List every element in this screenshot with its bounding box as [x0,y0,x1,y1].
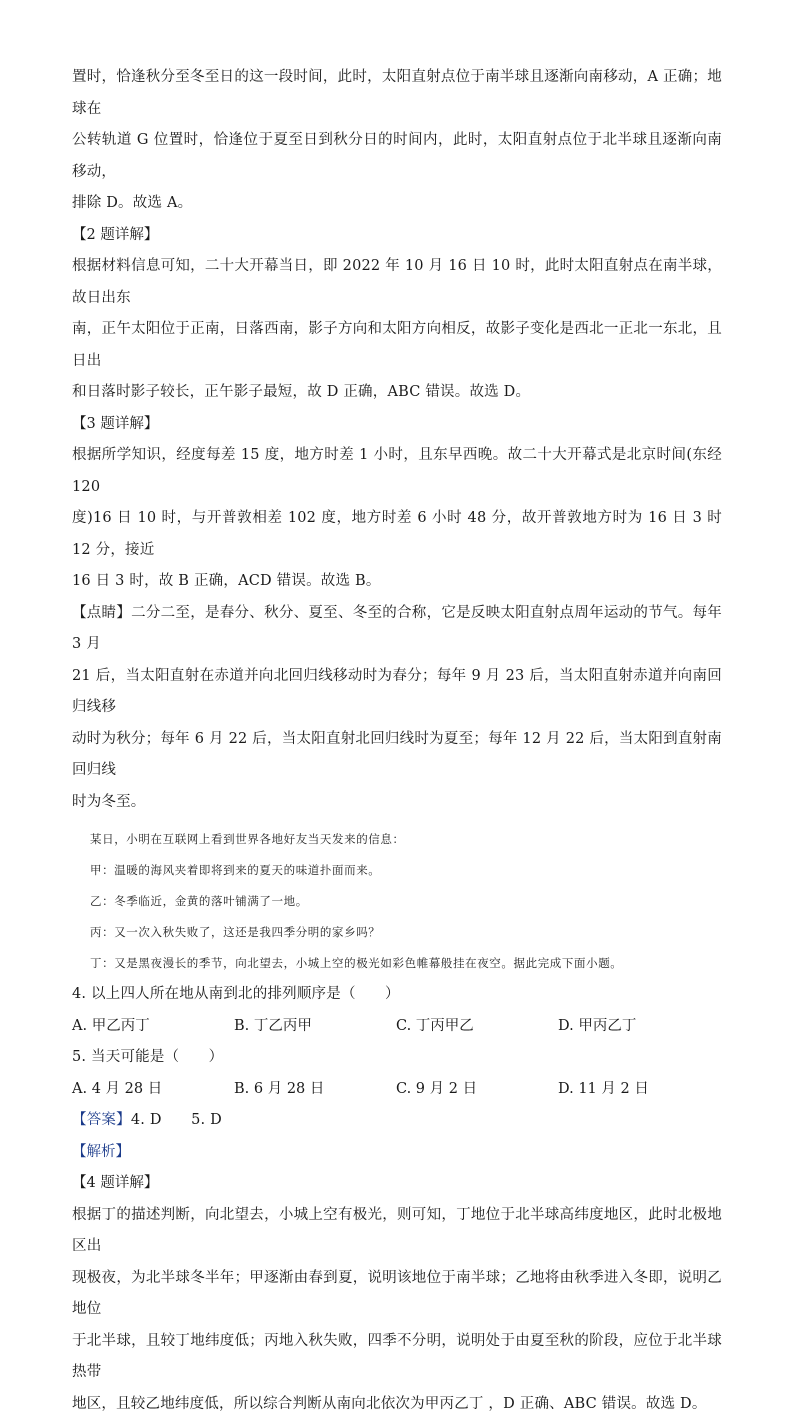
material-block [72,824,722,979]
text-line: 地区，且较乙地纬度低，所以综合判断从南向北依次为甲丙乙丁 ，D 正确、ABC 错误。故选 D。 [72,1389,722,1420]
text-line: 根据材料信息可知，二十大开幕当日，即 2022 年 10 月 16 日 10 时，此时太阳直射点在南半球，故日出东 [72,251,722,314]
option-c: C. 丁丙甲乙 [396,1011,558,1043]
section-heading-q2: 【2 题详解】 [72,220,722,252]
option-b: B. 6 月 28 日 [234,1074,396,1106]
answer-text: 4. D 5. D [131,1112,222,1128]
document-page [72,62,722,1420]
analysis-heading: 【解析】 [72,1137,722,1169]
text-line: 南，正午太阳位于正南，日落西南，影子方向和太阳方向相反，故影子变化是西北一正北一东北，且日出 [72,314,722,377]
option-a: A. 甲乙丙丁 [72,1011,234,1043]
question-5-options [72,1074,722,1106]
option-b: B. 丁乙丙甲 [234,1011,396,1043]
option-d: D. 甲丙乙丁 [558,1011,720,1043]
text-line: 和日落时影子较长，正午影子最短，故 D 正确，ABC 错误。故选 D。 [72,377,722,409]
text-line: 于北半球，且较丁地纬度低；丙地入秋失败，四季不分明，说明处于由夏至秋的阶段，应位于北半球热带 [72,1326,722,1389]
text-line: 16 日 3 时，故 B 正确，ACD 错误。故选 B。 [72,566,722,598]
question-5: 5. 当天可能是（ ） [72,1042,722,1074]
question-4-options [72,1011,722,1043]
text-line: 公转轨道 G 位置时，恰逢位于夏至日到秋分日的时间内，此时，太阳直射点位于北半球且逐渐向南移动， [72,125,722,188]
material-line: 丙：又一次入秋失败了，这还是我四季分明的家乡吗？ [90,917,722,948]
question-4: 4. 以上四人所在地从南到北的排列顺序是（ ） [72,979,722,1011]
text-line: 度)16 日 10 时，与开普敦相差 102 度，地方时差 6 小时 48 分，故开普敦地方时为 16 日 3 时 12 分，接近 [72,503,722,566]
answer-label: 【答案】 [72,1112,131,1128]
option-a: A. 4 月 28 日 [72,1074,234,1106]
section-heading-q3: 【3 题详解】 [72,409,722,441]
material-line: 丁：又是黑夜漫长的季节，向北望去，小城上空的极光如彩色帷幕般挂在夜空。据此完成下面小题。 [90,948,722,979]
material-line: 乙：冬季临近，金黄的落叶铺满了一地。 [90,886,722,917]
option-d: D. 11 月 2 日 [558,1074,720,1106]
section-heading-q4: 【4 题详解】 [72,1168,722,1200]
tip-line: 时为冬至。 [72,787,722,819]
tip-line: 动时为秋分；每年 6 月 22 后，当太阳直射北回归线时为夏至；每年 12 月 22 后，当太阳到直射南回归线 [72,724,722,787]
material-line: 某日，小明在互联网上看到世界各地好友当天发来的信息： [90,824,722,855]
text-line: 排除 D。故选 A。 [72,188,722,220]
text-line: 根据丁的描述判断，向北望去，小城上空有极光，则可知，丁地位于北半球高纬度地区，此时北极地区出 [72,1200,722,1263]
text-line: 置时，恰逢秋分至冬至日的这一段时间，此时，太阳直射点位于南半球且逐渐向南移动，A 正确；地球在 [72,62,722,125]
option-c: C. 9 月 2 日 [396,1074,558,1106]
tip-line: 【点睛】二分二至，是春分、秋分、夏至、冬至的合称，它是反映太阳直射点周年运动的节气。每年 3 月 [72,598,722,661]
text-line: 根据所学知识，经度每差 15 度，地方时差 1 小时，且东早西晚。故二十大开幕式是北京时间(东经 120 [72,440,722,503]
material-line: 甲：温暖的海风夹着即将到来的夏天的味道扑面而来。 [90,855,722,886]
tip-line: 21 后，当太阳直射在赤道并向北回归线移动时为春分；每年 9 月 23 后，当太阳直射赤道并向南回归线移 [72,661,722,724]
answer-line [72,1105,722,1137]
text-line: 现极夜，为北半球冬半年；甲逐渐由春到夏，说明该地位于南半球；乙地将由秋季进入冬即，说明乙地位 [72,1263,722,1326]
